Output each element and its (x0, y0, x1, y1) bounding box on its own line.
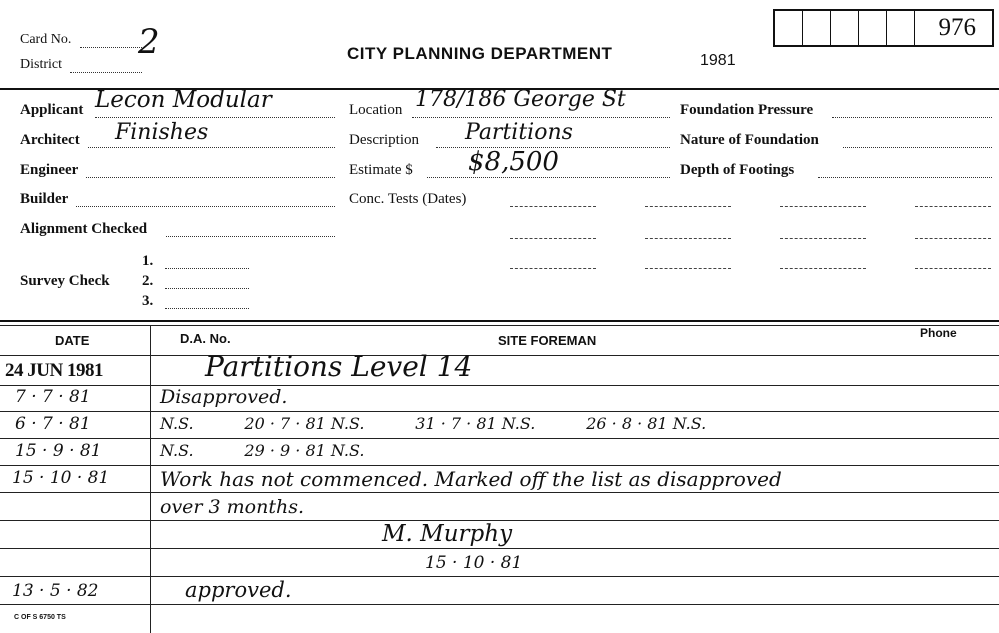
table-row-date: 15 · 9 · 81 (15, 441, 102, 461)
district-label: District (20, 57, 62, 72)
table-row-entry: N.S. 29 · 9 · 81 N.S. (160, 441, 365, 460)
file-number: 976 (938, 14, 976, 41)
estimate-label: Estimate $ (349, 162, 413, 178)
conc-date-blank (510, 238, 596, 239)
table-row-line (0, 438, 999, 439)
survey-item-3: 3. (142, 293, 154, 309)
builder-label: Builder (20, 191, 69, 207)
file-number-box (773, 9, 994, 47)
table-row-entry: approved. (185, 578, 292, 602)
nature-foundation-line (843, 147, 992, 148)
table-row-entry: over 3 months. (160, 496, 305, 518)
card-no-label: Card No. (20, 32, 72, 47)
table-row-entry: Work has not commenced. Marked off the list as disapproved (160, 467, 782, 491)
table-top-border (0, 320, 999, 322)
conc-tests-label: Conc. Tests (Dates) (349, 191, 467, 207)
location-label: Location (349, 102, 403, 118)
depth-footings-label: Depth of Footings (680, 162, 795, 178)
conc-date-blank (645, 206, 731, 207)
table-row-date: 7 · 7 · 81 (15, 387, 91, 407)
table-row-line (0, 465, 999, 466)
survey-item-2: 2. (142, 273, 154, 289)
foundation-pressure-line (832, 117, 992, 118)
conc-date-blank (510, 206, 596, 207)
col-foreman-header: SITE FOREMAN (498, 333, 597, 348)
alignment-label: Alignment Checked (20, 221, 148, 237)
builder-line (76, 206, 335, 207)
col-da-header: D.A. No. (180, 331, 231, 346)
date-column-divider (150, 325, 151, 633)
table-header-bottom (0, 355, 999, 356)
table-row-date: 24 JUN 1981 (5, 360, 103, 381)
nature-foundation-label: Nature of Foundation (680, 132, 819, 148)
district-line (70, 72, 142, 73)
form-year: 1981 (700, 52, 736, 69)
conc-date-blank (915, 206, 991, 207)
applicant-value: Lecon Modular (95, 87, 272, 113)
conc-date-blank (645, 238, 731, 239)
architect-value: Finishes (115, 120, 209, 145)
location-line (412, 117, 670, 118)
signature: M. Murphy (382, 521, 513, 547)
conc-date-blank (780, 268, 866, 269)
conc-date-blank (780, 206, 866, 207)
table-row-date: 6 · 7 · 81 (15, 414, 91, 434)
foundation-pressure-label: Foundation Pressure (680, 102, 814, 118)
conc-date-blank (915, 268, 991, 269)
table-row-entry: 15 · 10 · 81 (425, 553, 523, 573)
col-phone-header: Phone (920, 326, 957, 340)
description-label: Description (349, 132, 419, 148)
architect-label: Architect (20, 132, 80, 148)
table-row-line (0, 576, 999, 577)
table-row-entry: N.S. 20 · 7 · 81 N.S. 31 · 7 · 81 N.S. 26 · 8 · 81 N.S. (160, 414, 707, 433)
table-row-line (0, 385, 999, 386)
applicant-line (95, 117, 335, 118)
table-row-line (0, 604, 999, 605)
table-row-line (0, 411, 999, 412)
table-row-date: 13 · 5 · 82 (12, 581, 99, 601)
survey-line-2 (165, 288, 249, 289)
engineer-line (86, 177, 335, 178)
col-date-header: DATE (55, 333, 90, 348)
applicant-label: Applicant (20, 102, 84, 118)
table-row-line (0, 548, 999, 549)
depth-footings-line (818, 177, 992, 178)
description-value: Partitions (465, 120, 573, 145)
survey-line-3 (165, 308, 249, 309)
survey-item-1: 1. (142, 253, 154, 269)
estimate-value: $8,500 (468, 147, 559, 177)
table-row-date: 15 · 10 · 81 (12, 468, 110, 488)
alignment-line (166, 236, 335, 237)
conc-date-blank (510, 268, 596, 269)
table-row-entry: Disapproved. (160, 386, 288, 408)
conc-date-blank (915, 238, 991, 239)
card-no-line (80, 47, 142, 48)
engineer-label: Engineer (20, 162, 79, 178)
table-row-line (0, 492, 999, 493)
form-code: C OF S 6750 TS (14, 614, 66, 621)
page-title: CITY PLANNING DEPARTMENT (347, 44, 613, 63)
table-row-entry: Partitions Level 14 (205, 350, 473, 383)
survey-line-1 (165, 268, 249, 269)
location-value: 178/186 George St (415, 87, 626, 112)
estimate-line (427, 177, 670, 178)
conc-date-blank (645, 268, 731, 269)
survey-check-label: Survey Check (20, 273, 110, 289)
card-no-value: 2 (138, 22, 160, 62)
architect-line (88, 147, 335, 148)
conc-date-blank (780, 238, 866, 239)
